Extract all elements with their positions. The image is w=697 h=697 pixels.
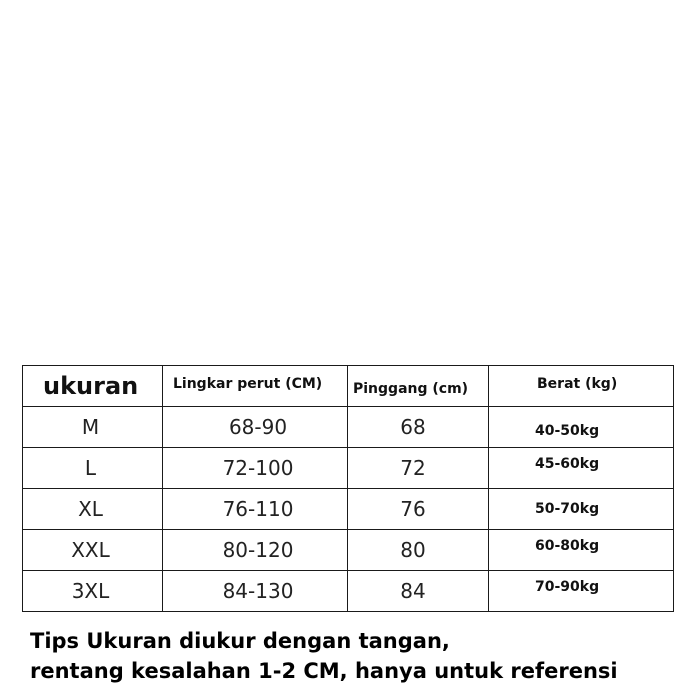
cell-belly: 80-120 [163, 530, 348, 571]
cell-belly: 72-100 [163, 448, 348, 489]
table-row [23, 530, 674, 571]
cell-weight: 45-60kg [489, 448, 674, 489]
cell-waist: 72 [348, 448, 489, 489]
size-tips [30, 626, 618, 686]
cell-belly: 84-130 [163, 571, 348, 612]
header-weight: Berat (kg) [489, 366, 674, 407]
header-belly-circumference: Lingkar perut (CM) [163, 366, 348, 407]
cell-belly: 76-110 [163, 489, 348, 530]
cell-weight: 60-80kg [489, 530, 674, 571]
tips-line-1: Tips Ukuran diukur dengan tangan, [30, 629, 450, 653]
tips-line-2: rentang kesalahan 1-2 CM, hanya untuk referensi [30, 659, 618, 683]
cell-waist: 76 [348, 489, 489, 530]
cell-waist: 84 [348, 571, 489, 612]
table-header-row [23, 366, 674, 407]
cell-waist: 68 [348, 407, 489, 448]
cell-size: L [23, 448, 163, 489]
cell-belly: 68-90 [163, 407, 348, 448]
cell-weight: 70-90kg [489, 571, 674, 612]
table-row [23, 571, 674, 612]
cell-size: 3XL [23, 571, 163, 612]
table-row [23, 448, 674, 489]
table-row [23, 407, 674, 448]
header-size: ukuran [23, 366, 163, 407]
cell-size: XL [23, 489, 163, 530]
size-chart-table [22, 365, 674, 612]
cell-size: M [23, 407, 163, 448]
cell-weight: 50-70kg [489, 489, 674, 530]
cell-waist: 80 [348, 530, 489, 571]
cell-weight: 40-50kg [489, 407, 674, 448]
cell-size: XXL [23, 530, 163, 571]
header-waist: Pinggang (cm) [348, 366, 489, 407]
table-row [23, 489, 674, 530]
